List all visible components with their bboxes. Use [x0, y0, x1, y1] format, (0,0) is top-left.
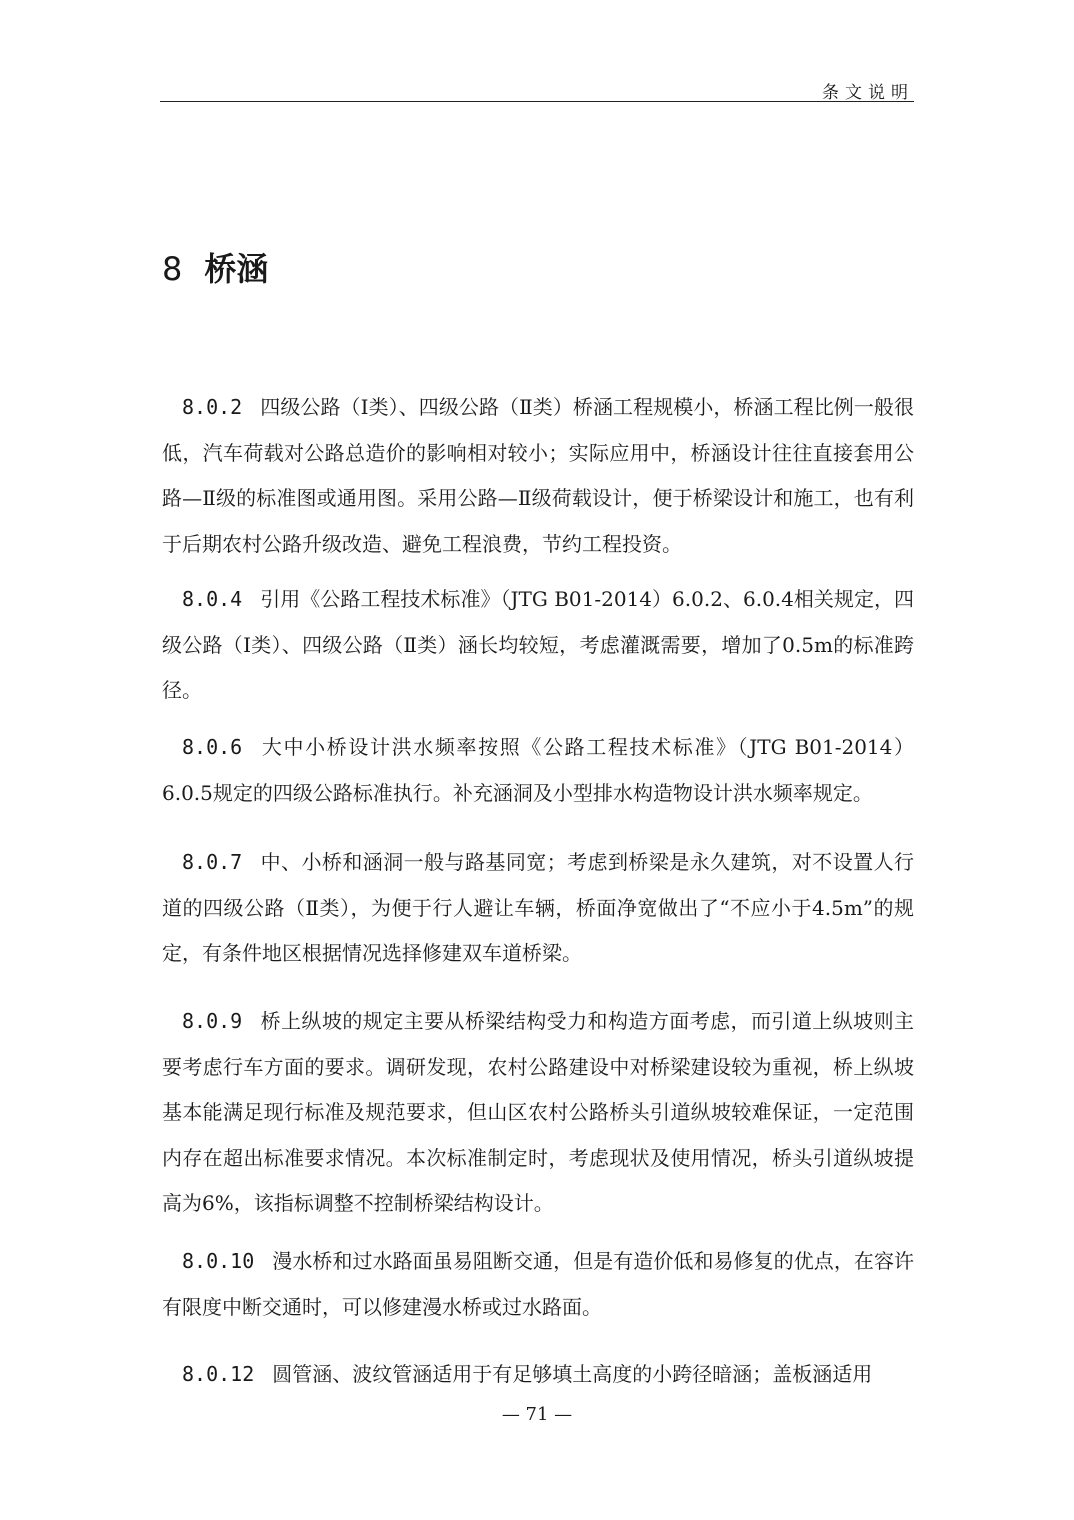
clause-text: 四级公路（Ⅰ类）、四级公路（Ⅱ类）桥涵工程规模小，桥涵工程比例一般很低，汽车荷载对公路总造价的影响相对较小；实际应用中，桥涵设计往往直接套用公路—Ⅱ级的标准图或通用图。采用公路—Ⅱ级荷载设计，便于桥梁设计和施工，也有利于后期农村公路升级改造、避免工程浪费，节约工程投资。	[162, 395, 914, 556]
clause-text: 漫水桥和过水路面虽易阻断交通，但是有造价低和易修复的优点，在容许有限度中断交通时，可以修建漫水桥或过水路面。	[162, 1249, 914, 1319]
clause-number: 8.0.9	[182, 1009, 243, 1033]
clause-text: 中、小桥和涵洞一般与路基同宽；考虑到桥梁是永久建筑，对不设置人行道的四级公路（Ⅱ类），为便于行人避让车辆，桥面净宽做出了“不应小于4.5m”的规定，有条件地区根据情况选择修建双车道桥梁。	[162, 850, 914, 965]
clause-text: 引用《公路工程技术标准》（JTG B01-2014）6.0.2、6.0.4相关规定，四级公路（Ⅰ类）、四级公路（Ⅱ类）涵长均较短，考虑灌溉需要，增加了0.5m的标准跨径。	[162, 587, 914, 702]
clause-text: 桥上纵坡的规定主要从桥梁结构受力和构造方面考虑，而引道上纵坡则主要考虑行车方面的要求。调研发现，农村公路建设中对桥梁建设较为重视，桥上纵坡基本能满足现行标准及规范要求，但山区农村公路桥头引道纵坡较难保证，一定范围内存在超出标准要求情况。本次标准制定时，考虑现状及使用情况，桥头引道纵坡提高为6%，该指标调整不控制桥梁结构设计。	[162, 1009, 914, 1215]
clause-8-0-7	[162, 840, 914, 977]
clause-number: 8.0.6	[182, 735, 243, 759]
clause-number: 8.0.2	[182, 395, 243, 419]
clause-8-0-10	[162, 1239, 914, 1330]
clause-8-0-9	[162, 999, 914, 1227]
clause-number: 8.0.4	[182, 587, 243, 611]
clause-8-0-4	[162, 577, 914, 714]
clause-number: 8.0.7	[182, 850, 243, 874]
clause-number: 8.0.10	[182, 1249, 255, 1273]
clause-8-0-12	[162, 1352, 914, 1398]
chapter-number: 8	[162, 250, 183, 288]
running-header: 条文说明	[822, 83, 914, 103]
clause-8-0-6	[162, 725, 914, 816]
page-number: — 71 —	[501, 1404, 573, 1425]
clause-number: 8.0.12	[182, 1362, 255, 1386]
chapter-title	[162, 244, 268, 290]
clause-text: 圆管涵、波纹管涵适用于有足够填土高度的小跨径暗涵；盖板涵适用	[272, 1362, 873, 1386]
chapter-title-text: 桥涵	[204, 250, 269, 288]
header-rule	[160, 101, 914, 102]
clause-8-0-2	[162, 385, 914, 567]
clause-text: 大中小桥设计洪水频率按照《公路工程技术标准》（JTG B01-2014）6.0.5规定的四级公路标准执行。补充涵洞及小型排水构造物设计洪水频率规定。	[162, 735, 914, 805]
